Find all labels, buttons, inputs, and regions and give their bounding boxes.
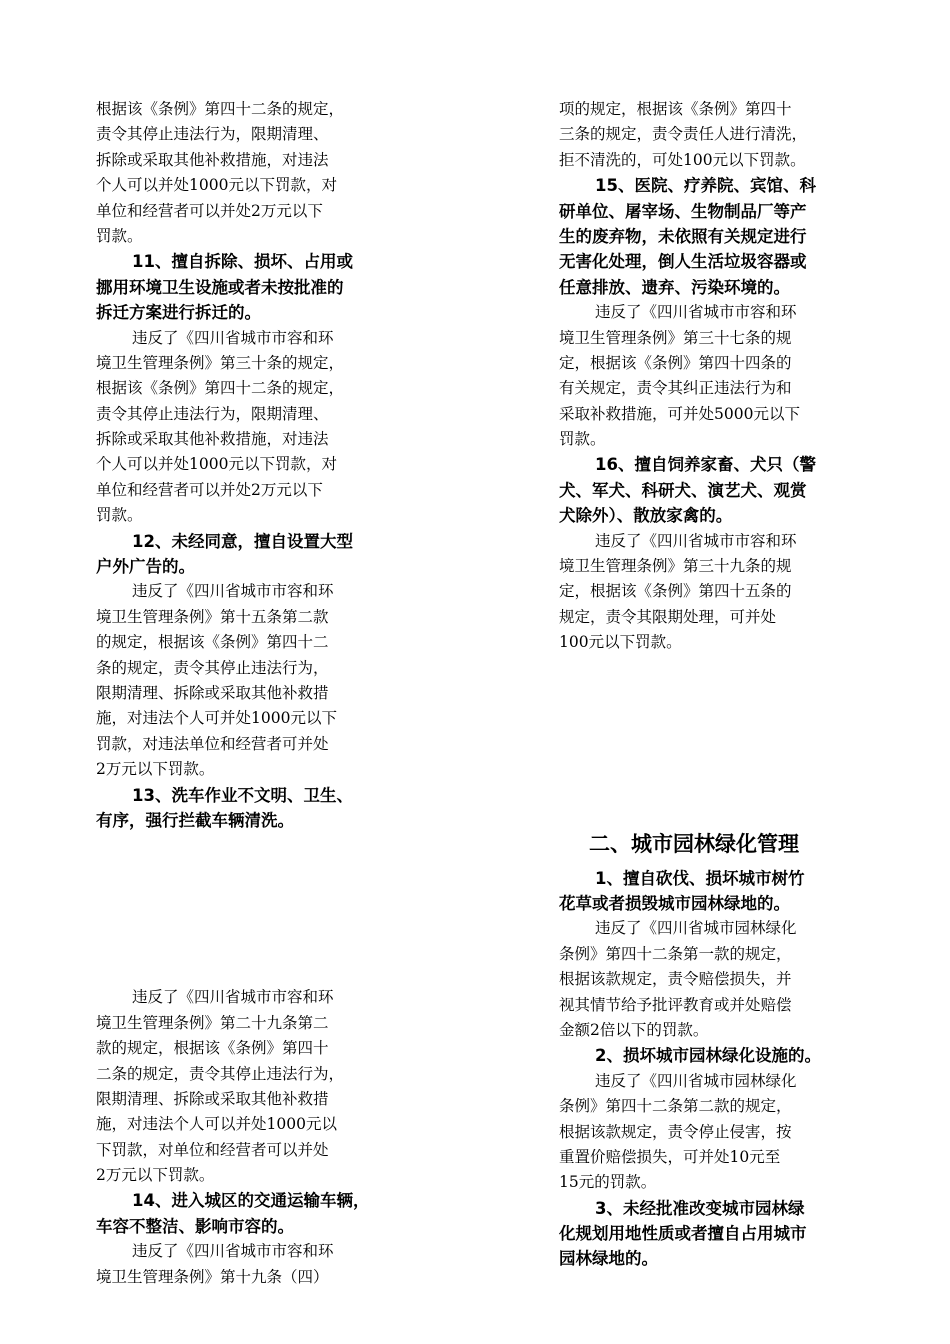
text-line: 根据该款规定，责令停止侵害，按 <box>559 1122 792 1141</box>
heading-line: 任意排放、遗弃、污染环境的。 <box>559 277 790 297</box>
text-line: 三条的规定，责令责任人进行清洗， <box>559 125 808 144</box>
heading-line: 生的废弃物，未依照有关规定进行 <box>559 226 807 246</box>
heading-line: 挪用环境卫生设施或者未按批准的 <box>96 277 344 297</box>
text-line: 境卫生管理条例》第十九条（四） <box>96 1267 329 1286</box>
text-line: 违反了《四川省城市市容和环 <box>132 582 334 601</box>
text-line: 单位和经营者可以并处2万元以下 <box>96 201 323 220</box>
heading-line: 拆迁方案进行拆迁的。 <box>96 303 261 323</box>
greening-item-1-body <box>559 916 864 1043</box>
text-line: 罚款。 <box>96 506 143 525</box>
heading-line: 13、洗车作业不文明、卫生、 <box>132 785 353 805</box>
right-column <box>559 97 864 1272</box>
item-15-heading <box>559 173 864 300</box>
text-line: 定，根据该《条例》第四十四条的 <box>559 353 792 372</box>
text-line: 条例》第四十二条第一款的规定， <box>559 944 792 963</box>
text-line: 违反了《四川省城市市容和环 <box>595 303 797 322</box>
text-line: 根据该《条例》第四十二条的规定， <box>96 379 345 398</box>
text-line: 罚款，对违法单位和经营者可并处 <box>96 734 329 753</box>
text-line: 款的规定，根据该《条例》第四十 <box>96 1039 329 1058</box>
item-11-body <box>96 326 401 529</box>
text-line: 违反了《四川省城市市容和环 <box>595 531 797 550</box>
heading-line: 3、未经批准改变城市园林绿 <box>595 1198 805 1218</box>
text-line: 罚款。 <box>96 226 143 245</box>
text-line: 重置价赔偿损失，可并处10元至 <box>559 1147 781 1166</box>
item-16-body <box>559 529 864 656</box>
text-line: 项的规定，根据该《条例》第四十 <box>559 100 792 118</box>
text-line: 100元以下罚款。 <box>559 633 682 652</box>
item-11-heading <box>96 249 401 325</box>
item-14-heading <box>96 1188 401 1239</box>
heading-line: 化规划用地性质或者擅自占用城市 <box>559 1224 807 1244</box>
item-13-heading <box>96 783 401 834</box>
text-line: 施，对违法个人可并处1000元以下 <box>96 709 337 728</box>
item-16-heading <box>559 452 864 528</box>
text-line: 采取补救措施，可并处5000元以下 <box>559 404 800 423</box>
text-line: 条例》第四十二条第二款的规定， <box>559 1097 792 1116</box>
text-line: 二条的规定，责令其停止违法行为， <box>96 1064 345 1083</box>
heading-line: 2、损坏城市园林绿化设施的。 <box>595 1046 821 1066</box>
item-14-body <box>96 1239 401 1290</box>
heading-line: 15、医院、疗养院、宾馆、科 <box>595 176 816 196</box>
heading-line: 14、进入城区的交通运输车辆， <box>132 1191 370 1211</box>
text-line: 施，对违法个人可以并处1000元以 <box>96 1115 337 1134</box>
heading-line: 有序，强行拦截车辆清洗。 <box>96 810 294 830</box>
text-line: 条的规定，责令其停止违法行为， <box>96 658 329 677</box>
heading-line: 户外广告的。 <box>96 557 195 577</box>
text-line: 限期清理、拆除或采取其他补救措 <box>96 683 329 702</box>
item-13-body <box>96 985 401 1188</box>
heading-line: 研单位、屠宰场、生物制品厂等产 <box>559 201 807 221</box>
text-line: 拒不清洗的，可处100元以下罚款。 <box>559 150 806 169</box>
text-line: 限期清理、拆除或采取其他补救措 <box>96 1089 329 1108</box>
blank-space <box>559 656 864 822</box>
text-line: 境卫生管理条例》第三十九条的规 <box>559 557 792 576</box>
heading-line: 16、擅自饲养家畜、犬只（警 <box>595 455 816 475</box>
heading-line: 1、擅自砍伐、损坏城市树竹 <box>595 868 805 888</box>
heading-line: 无害化处理，倒人生活垃圾容器或 <box>559 252 807 272</box>
text-line: 违反了《四川省城市园林绿化 <box>595 1071 797 1090</box>
heading-line: 花草或者损毁城市园林绿地的。 <box>559 893 790 913</box>
paragraph-continuation <box>96 97 401 249</box>
text-line: 根据该款规定，责令赔偿损失，并 <box>559 970 792 989</box>
greening-item-2-heading <box>559 1043 864 1068</box>
text-line: 2万元以下罚款。 <box>96 760 215 779</box>
text-line: 责令其停止违法行为，限期清理、 <box>96 404 329 423</box>
heading-line: 园林绿地的。 <box>559 1249 658 1269</box>
text-line: 境卫生管理条例》第三十七条的规 <box>559 328 792 347</box>
text-line: 拆除或采取其他补救措施，对违法 <box>96 430 329 449</box>
text-line: 境卫生管理条例》第三十条的规定， <box>96 353 345 372</box>
text-line: 下罚款，对单位和经营者可以并处 <box>96 1140 329 1159</box>
text-line: 违反了《四川省城市园林绿化 <box>595 919 797 938</box>
text-line: 违反了《四川省城市市容和环 <box>132 328 334 347</box>
item-12-body <box>96 579 401 782</box>
text-line: 违反了《四川省城市市容和环 <box>132 1242 334 1261</box>
text-line: 15元的罚款。 <box>559 1173 657 1192</box>
text-line: 个人可以并处1000元以下罚款，对 <box>96 455 337 474</box>
greening-item-2-body <box>559 1069 864 1196</box>
text-line: 视其情节给予批评教育或并处赔偿 <box>559 995 792 1014</box>
text-line: 2万元以下罚款。 <box>96 1166 215 1185</box>
text-line: 有关规定，责令其纠正违法行为和 <box>559 379 792 398</box>
text-line: 责令其停止违法行为，限期清理、 <box>96 125 329 144</box>
greening-item-1-heading <box>559 866 864 917</box>
item-15-body <box>559 300 864 452</box>
text-line: 单位和经营者可以并处2万元以下 <box>96 480 323 499</box>
section-heading: 二、城市园林绿化管理 <box>589 831 799 856</box>
item-12-heading <box>96 529 401 580</box>
text-line: 个人可以并处1000元以下罚款，对 <box>96 176 337 195</box>
text-line: 定，根据该《条例》第四十五条的 <box>559 582 792 601</box>
text-line: 根据该《条例》第四十二条的规定， <box>96 100 345 118</box>
heading-line: 车容不整洁、影响市容的。 <box>96 1216 294 1236</box>
text-line: 拆除或采取其他补救措施，对违法 <box>96 150 329 169</box>
text-line: 罚款。 <box>559 430 606 449</box>
left-column <box>96 97 401 1290</box>
heading-line: 11、擅自拆除、损坏、占用或 <box>132 252 353 272</box>
heading-line: 12、未经同意，擅自设置大型 <box>132 531 353 551</box>
heading-line: 犬、军犬、科研犬、演艺犬、观赏 <box>559 480 807 500</box>
heading-line: 犬除外）、散放家禽的。 <box>559 506 733 526</box>
text-line: 违反了《四川省城市市容和环 <box>132 988 334 1007</box>
text-line: 规定，责令其限期处理，可并处 <box>559 607 777 626</box>
text-line: 境卫生管理条例》第二十九条第二 <box>96 1013 329 1032</box>
text-line: 的规定，根据该《条例》第四十二 <box>96 633 329 652</box>
text-line: 境卫生管理条例》第十五条第二款 <box>96 607 329 626</box>
paragraph-continuation <box>559 97 864 173</box>
blank-space <box>96 833 401 985</box>
text-line: 金额2倍以下的罚款。 <box>559 1020 709 1039</box>
greening-item-3-heading <box>559 1196 864 1272</box>
